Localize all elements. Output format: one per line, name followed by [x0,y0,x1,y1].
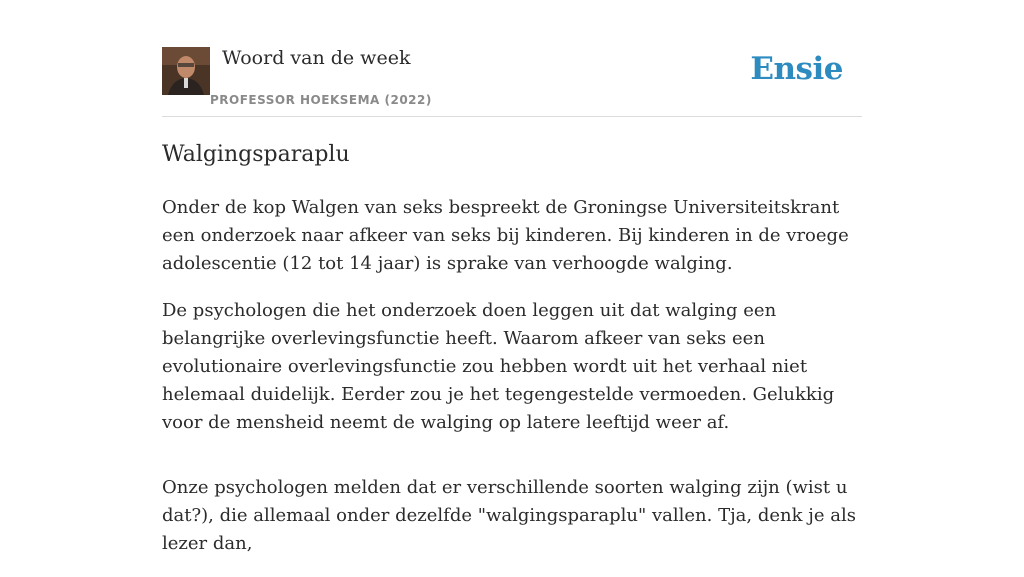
article-title: Walgingsparaplu [162,142,350,167]
paragraph-1: Onder de kop Walgen van seks bespreekt de Groningse Universiteitskrant een onderzoek naar afkeer van seks bij kinderen. Bij kinderen in de vroege adolescentie (12 tot 14 jaar) is sprake van verhoogde walging. [162,197,849,274]
paragraph-2: De psychologen die het onderzoek doen leggen uit dat walging een belangrijke overlevingsfunctie heeft. Waarom afkeer van seks een evolutionaire overlevingsfunctie zou hebben wordt uit het verhaal niet helemaal duidelijk. Eerder zou je het tegengestelde vermoeden. Gelukkig voor de mensheid neemt de walging op latere leeftijd weer af. [162,300,835,433]
author-photo-icon [162,47,210,95]
ensie-logo[interactable]: Ensie [750,51,843,87]
paragraph-3: Onze psychologen melden dat er verschillende soorten walging zijn (wist u dat?), die allemaal onder dezelfde "walgingsparaplu" vallen. Tja, denk je als lezer dan, [162,477,856,554]
article-body [162,140,867,577]
article-header [162,46,862,117]
avatar[interactable] [162,47,210,95]
page-title: Woord van de week [222,47,411,69]
author-name[interactable]: PROFESSOR HOEKSEMA (2022) [210,93,432,107]
